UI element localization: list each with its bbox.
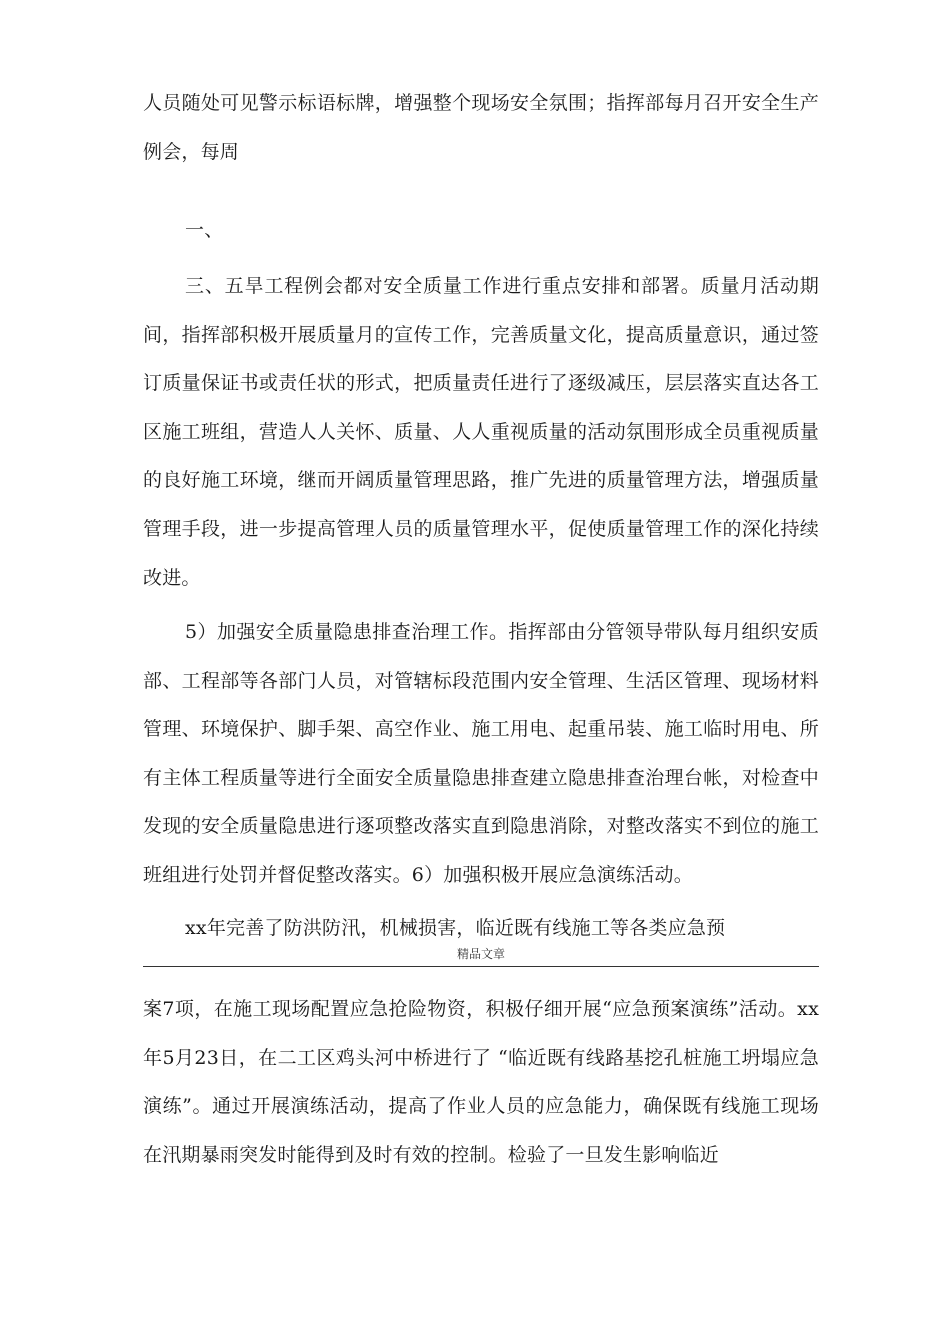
paragraph-quality-month: 三、五旱工程例会都对安全质量工作进行重点安排和部署。质量月活动期间，指挥部积极开展质量月的宣传工作，完善质量文化，提高质量意识，通过签订质量保证书或责任状的形式，把质量责任进行了逐级减压，层层落实直达各工区施工班组，营造人人关怀、质量、人人重视质量的活动氛围形成全员重视质量的良好施工环境，继而开阔质量管理思路，推广先进的质量管理方法，增强质量管理手段，进一步提高管理人员的质量管理水平，促使质量管理工作的深化持续改进。 xyxy=(143,275,819,589)
paragraph-emergency-drill: 案7项，在施工现场配置应急抢险物资，积极仔细开展“应急预案演练”活动。xx年5月23日，在二工区鸡头河中桥进行了 “临近既有线路基挖孔桩施工坍塌应急演练”。通过开展演练活动，提高了作业人员的应急能力，确保既有线施工现场在汛期暴雨突发时能得到及时有效的控制。检验了一旦发生影响临近 xyxy=(143,998,819,1166)
paragraph-hazard-inspection: 5）加强安全质量隐患排查治理工作。指挥部由分管领导带队每月组织安质部、工程部等各部门人员，对管辖标段范围内安全管理、生活区管理、现场材料管理、环境保护、脚手架、高空作业、施工用电、起重吊装、施工临时用电、所有主体工程质量等进行全面安全质量隐患排查建立隐患排查治理台帐，对检查中发现的安全质量隐患进行逐项整改落实直到隐患消除，对整改落实不到位的施工班组进行处罚并督促整改落实。6）加强积极开展应急演练活动。 xyxy=(143,621,819,886)
page-footer-label: 精品文章 xyxy=(456,947,505,961)
page-footer-divider xyxy=(143,966,819,967)
paragraph-emergency-plan-start: xx年完善了防洪防汛，机械损害，临近既有线施工等各类应急预 xyxy=(185,917,726,939)
paragraph-safety-atmosphere: 人员随处可见警示标语标牌，增强整个现场安全氛围；指挥部每月召开安全生产例会，每周 xyxy=(143,92,819,163)
section-heading-one: 一、 xyxy=(185,219,224,241)
